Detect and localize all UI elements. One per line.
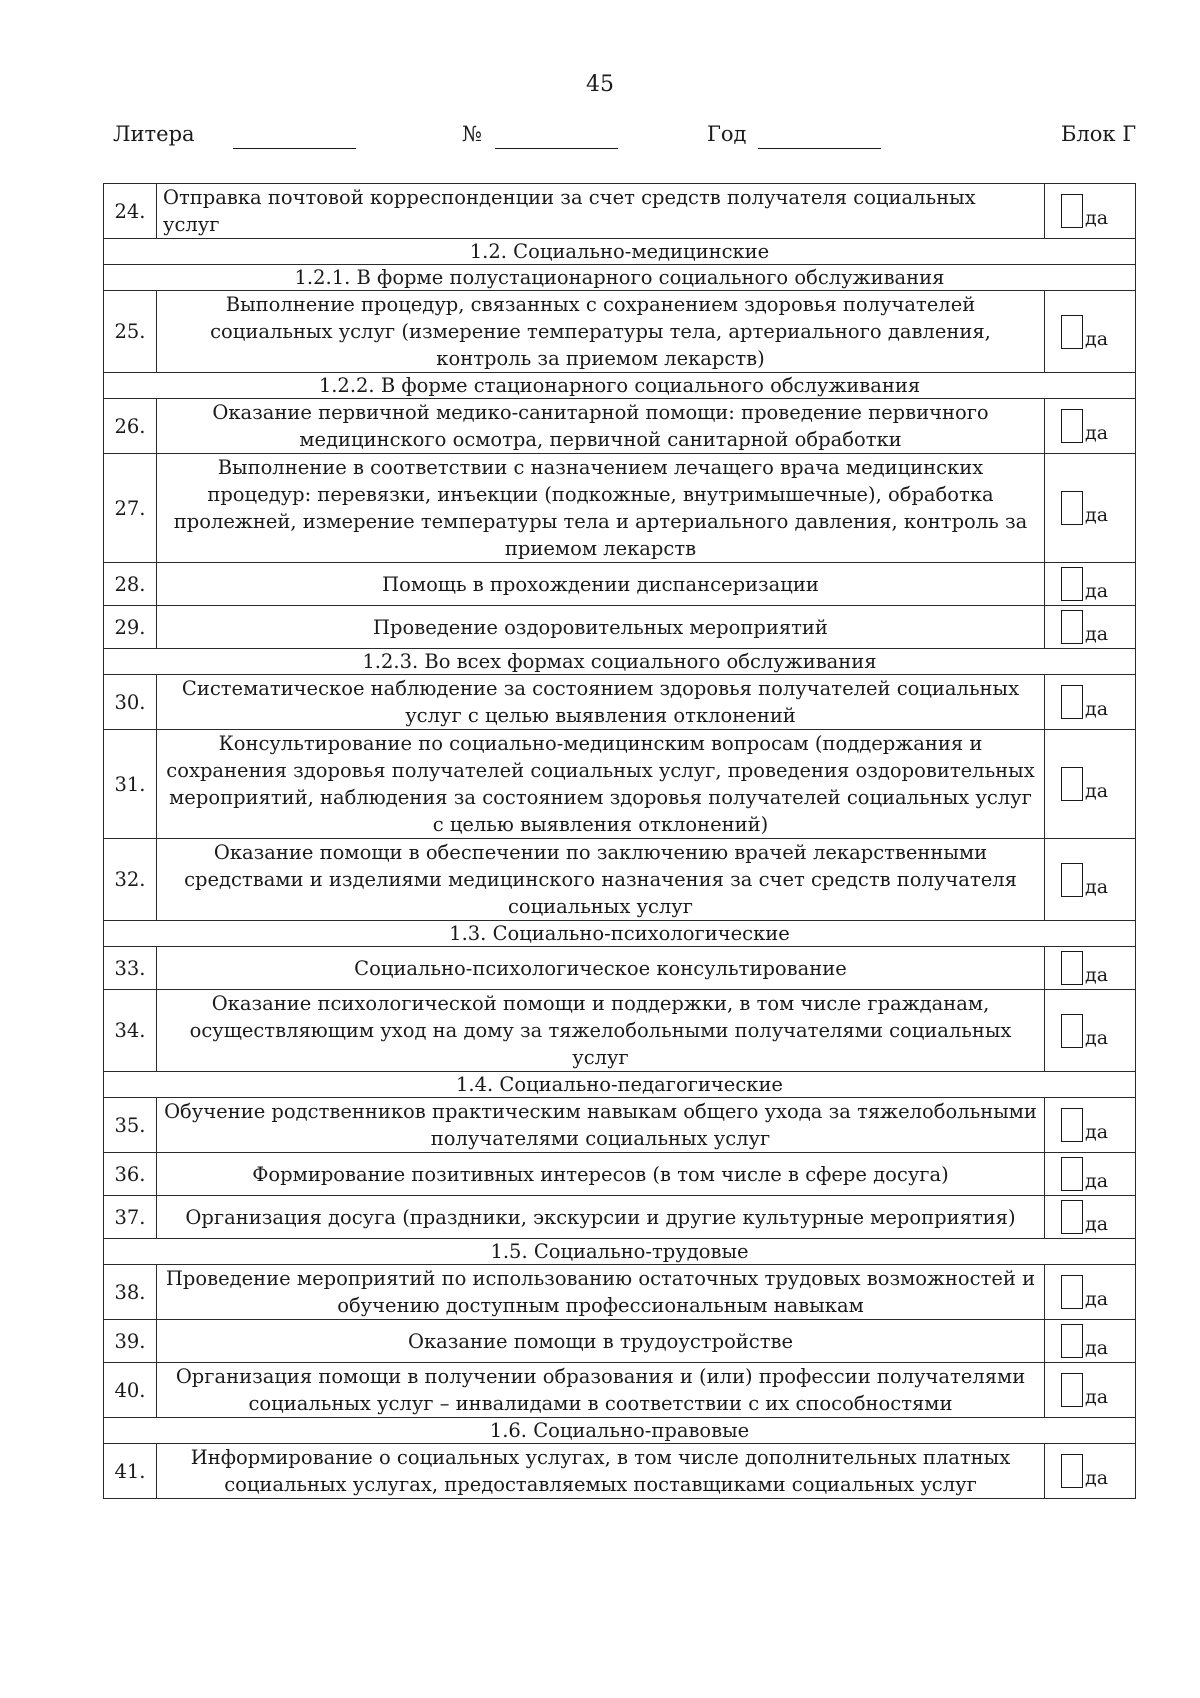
answer-cell	[1045, 184, 1136, 239]
yes-label: да	[1085, 780, 1109, 802]
services-table	[103, 183, 1136, 1499]
service-description: Оказание помощи в обеспечении по заключению врачей лекарственными средствами и изделиями медицинского назначения за счет средств получателя социальных услуг	[157, 839, 1045, 921]
service-description: Формирование позитивных интересов (в том числе в сфере досуга)	[157, 1153, 1045, 1196]
yes-label: да	[1085, 623, 1109, 645]
service-number: 31.	[104, 730, 157, 839]
form-header	[113, 122, 1143, 152]
answer-cell	[1045, 839, 1136, 921]
answer-cell	[1045, 1196, 1136, 1239]
service-row	[104, 1153, 1136, 1196]
yes-checkbox[interactable]	[1061, 863, 1083, 897]
number-label: №	[462, 122, 482, 146]
service-number: 25.	[104, 291, 157, 373]
section-title: 1.2. Социально-медицинские	[104, 239, 1136, 265]
answer-cell	[1045, 399, 1136, 454]
yes-label: да	[1085, 964, 1109, 986]
block-label: Блок Г	[1061, 122, 1137, 146]
service-description: Оказание помощи в трудоустройстве	[157, 1320, 1045, 1363]
answer-cell	[1045, 675, 1136, 730]
service-row	[104, 947, 1136, 990]
answer-cell	[1045, 1153, 1136, 1196]
section-header-row	[104, 1418, 1136, 1444]
litera-field[interactable]	[233, 148, 356, 149]
number-field[interactable]	[495, 148, 618, 149]
answer-cell	[1045, 454, 1136, 563]
service-row	[104, 291, 1136, 373]
service-description: Выполнение процедур, связанных с сохранением здоровья получателей социальных услуг (измерение температуры тела, артериального давления, контроль за приемом лекарств)	[157, 291, 1045, 373]
year-field[interactable]	[758, 148, 881, 149]
yes-label: да	[1085, 504, 1109, 526]
service-number: 26.	[104, 399, 157, 454]
answer-cell	[1045, 563, 1136, 606]
section-title: 1.6. Социально-правовые	[104, 1418, 1136, 1444]
section-title: 1.2.1. В форме полустационарного социального обслуживания	[104, 265, 1136, 291]
service-number: 38.	[104, 1265, 157, 1320]
yes-label: да	[1085, 1213, 1109, 1235]
section-title: 1.3. Социально-психологические	[104, 921, 1136, 947]
yes-checkbox[interactable]	[1061, 409, 1083, 443]
service-row	[104, 184, 1136, 239]
answer-cell	[1045, 947, 1136, 990]
service-number: 29.	[104, 606, 157, 649]
yes-label: да	[1085, 1026, 1109, 1049]
service-number: 39.	[104, 1320, 157, 1363]
service-description: Систематическое наблюдение за состоянием здоровья получателей социальных услуг с целью выявления отклонений	[157, 675, 1045, 730]
answer-cell	[1045, 730, 1136, 839]
yes-label: да	[1085, 1288, 1109, 1310]
service-row	[104, 1444, 1136, 1499]
yes-checkbox[interactable]	[1061, 1373, 1083, 1407]
yes-checkbox[interactable]	[1061, 1014, 1083, 1048]
yes-checkbox[interactable]	[1061, 685, 1083, 719]
yes-checkbox[interactable]	[1061, 767, 1083, 801]
yes-checkbox[interactable]	[1061, 1108, 1083, 1142]
section-header-row	[104, 1072, 1136, 1098]
service-row	[104, 399, 1136, 454]
yes-checkbox[interactable]	[1061, 610, 1083, 644]
yes-checkbox[interactable]	[1061, 194, 1083, 228]
answer-cell	[1045, 606, 1136, 649]
service-number: 27.	[104, 454, 157, 563]
service-row	[104, 675, 1136, 730]
service-row	[104, 1098, 1136, 1153]
yes-checkbox[interactable]	[1061, 1200, 1083, 1234]
service-description: Проведение мероприятий по использованию остаточных трудовых возможностей и обучению доступным профессиональным навыкам	[157, 1265, 1045, 1320]
yes-checkbox[interactable]	[1061, 1454, 1083, 1488]
service-number: 24.	[104, 184, 157, 239]
service-row	[104, 1320, 1136, 1363]
yes-checkbox[interactable]	[1061, 491, 1083, 525]
yes-label: да	[1085, 207, 1109, 229]
service-number: 34.	[104, 990, 157, 1072]
service-number: 36.	[104, 1153, 157, 1196]
yes-checkbox[interactable]	[1061, 951, 1083, 985]
service-row	[104, 1196, 1136, 1239]
service-description: Организация досуга (праздники, экскурсии и другие культурные мероприятия)	[157, 1196, 1045, 1239]
yes-checkbox[interactable]	[1061, 1324, 1083, 1358]
section-header-row	[104, 373, 1136, 399]
yes-checkbox[interactable]	[1061, 1275, 1083, 1309]
service-description: Оказание психологической помощи и поддержки, в том числе гражданам, осуществляющим уход на дому за тяжелобольными получателями социальных услуг	[157, 990, 1045, 1072]
section-title: 1.4. Социально-педагогические	[104, 1072, 1136, 1098]
yes-checkbox[interactable]	[1061, 1157, 1083, 1191]
service-description: Обучение родственников практическим навыкам общего ухода за тяжелобольными получателями социальных услуг	[157, 1098, 1045, 1153]
service-row	[104, 730, 1136, 839]
yes-label: да	[1085, 580, 1109, 602]
section-header-row	[104, 1239, 1136, 1265]
section-header-row	[104, 649, 1136, 675]
service-description: Организация помощи в получении образования и (или) профессии получателями социальных услуг – инвалидами в соответствии с их способностями	[157, 1363, 1045, 1418]
service-number: 40.	[104, 1363, 157, 1418]
service-description: Консультирование по социально-медицинским вопросам (поддержания и сохранения здоровья получателей социальных услуг, проведения оздоровительных мероприятий, наблюдения за состоянием здоровья получателей социальных услуг с целью выявления отклонений)	[157, 730, 1045, 839]
answer-cell	[1045, 1265, 1136, 1320]
service-number: 37.	[104, 1196, 157, 1239]
services-table-body	[104, 184, 1136, 1499]
service-description: Отправка почтовой корреспонденции за счет средств получателя социальных услуг	[157, 184, 1045, 239]
section-title: 1.5. Социально-трудовые	[104, 1239, 1136, 1265]
answer-cell	[1045, 291, 1136, 373]
yes-checkbox[interactable]	[1061, 315, 1083, 349]
yes-label: да	[1085, 1386, 1109, 1408]
yes-label: да	[1085, 698, 1109, 720]
page-number: 45	[586, 72, 614, 97]
year-label: Год	[707, 122, 747, 146]
service-row	[104, 990, 1136, 1072]
answer-cell	[1045, 1444, 1136, 1499]
service-description: Помощь в прохождении диспансеризации	[157, 563, 1045, 606]
service-description: Информирование о социальных услугах, в том числе дополнительных платных социальных услугах, предоставляемых поставщиками социальных услуг	[157, 1444, 1045, 1499]
service-row	[104, 1265, 1136, 1320]
service-row	[104, 563, 1136, 606]
litera-label: Литера	[113, 122, 195, 146]
section-title: 1.2.2. В форме стационарного социального обслуживания	[104, 373, 1136, 399]
yes-checkbox[interactable]	[1061, 567, 1083, 601]
yes-label: да	[1085, 327, 1109, 350]
section-header-row	[104, 265, 1136, 291]
yes-label: да	[1085, 1121, 1109, 1143]
answer-cell	[1045, 1363, 1136, 1418]
service-number: 32.	[104, 839, 157, 921]
service-description: Проведение оздоровительных мероприятий	[157, 606, 1045, 649]
section-title: 1.2.3. Во всех формах социального обслуживания	[104, 649, 1136, 675]
service-number: 30.	[104, 675, 157, 730]
service-row	[104, 454, 1136, 563]
answer-cell	[1045, 1320, 1136, 1363]
service-description: Оказание первичной медико-санитарной помощи: проведение первичного медицинского осмотра, первичной санитарной обработки	[157, 399, 1045, 454]
answer-cell	[1045, 990, 1136, 1072]
service-number: 28.	[104, 563, 157, 606]
service-description: Выполнение в соответствии с назначением лечащего врача медицинских процедур: перевязки, инъекции (подкожные, внутримышечные), обработка пролежней, измерение температуры тела и артериального давления, контроль за приемом лекарств	[157, 454, 1045, 563]
service-row	[104, 1363, 1136, 1418]
service-row	[104, 606, 1136, 649]
service-number: 33.	[104, 947, 157, 990]
yes-label: да	[1085, 422, 1109, 444]
service-number: 41.	[104, 1444, 157, 1499]
yes-label: да	[1085, 1337, 1109, 1359]
yes-label: да	[1085, 875, 1109, 898]
yes-label: да	[1085, 1170, 1109, 1192]
answer-cell	[1045, 1098, 1136, 1153]
service-row	[104, 839, 1136, 921]
section-header-row	[104, 239, 1136, 265]
service-description: Социально-психологическое консультирование	[157, 947, 1045, 990]
service-number: 35.	[104, 1098, 157, 1153]
yes-label: да	[1085, 1467, 1109, 1489]
section-header-row	[104, 921, 1136, 947]
